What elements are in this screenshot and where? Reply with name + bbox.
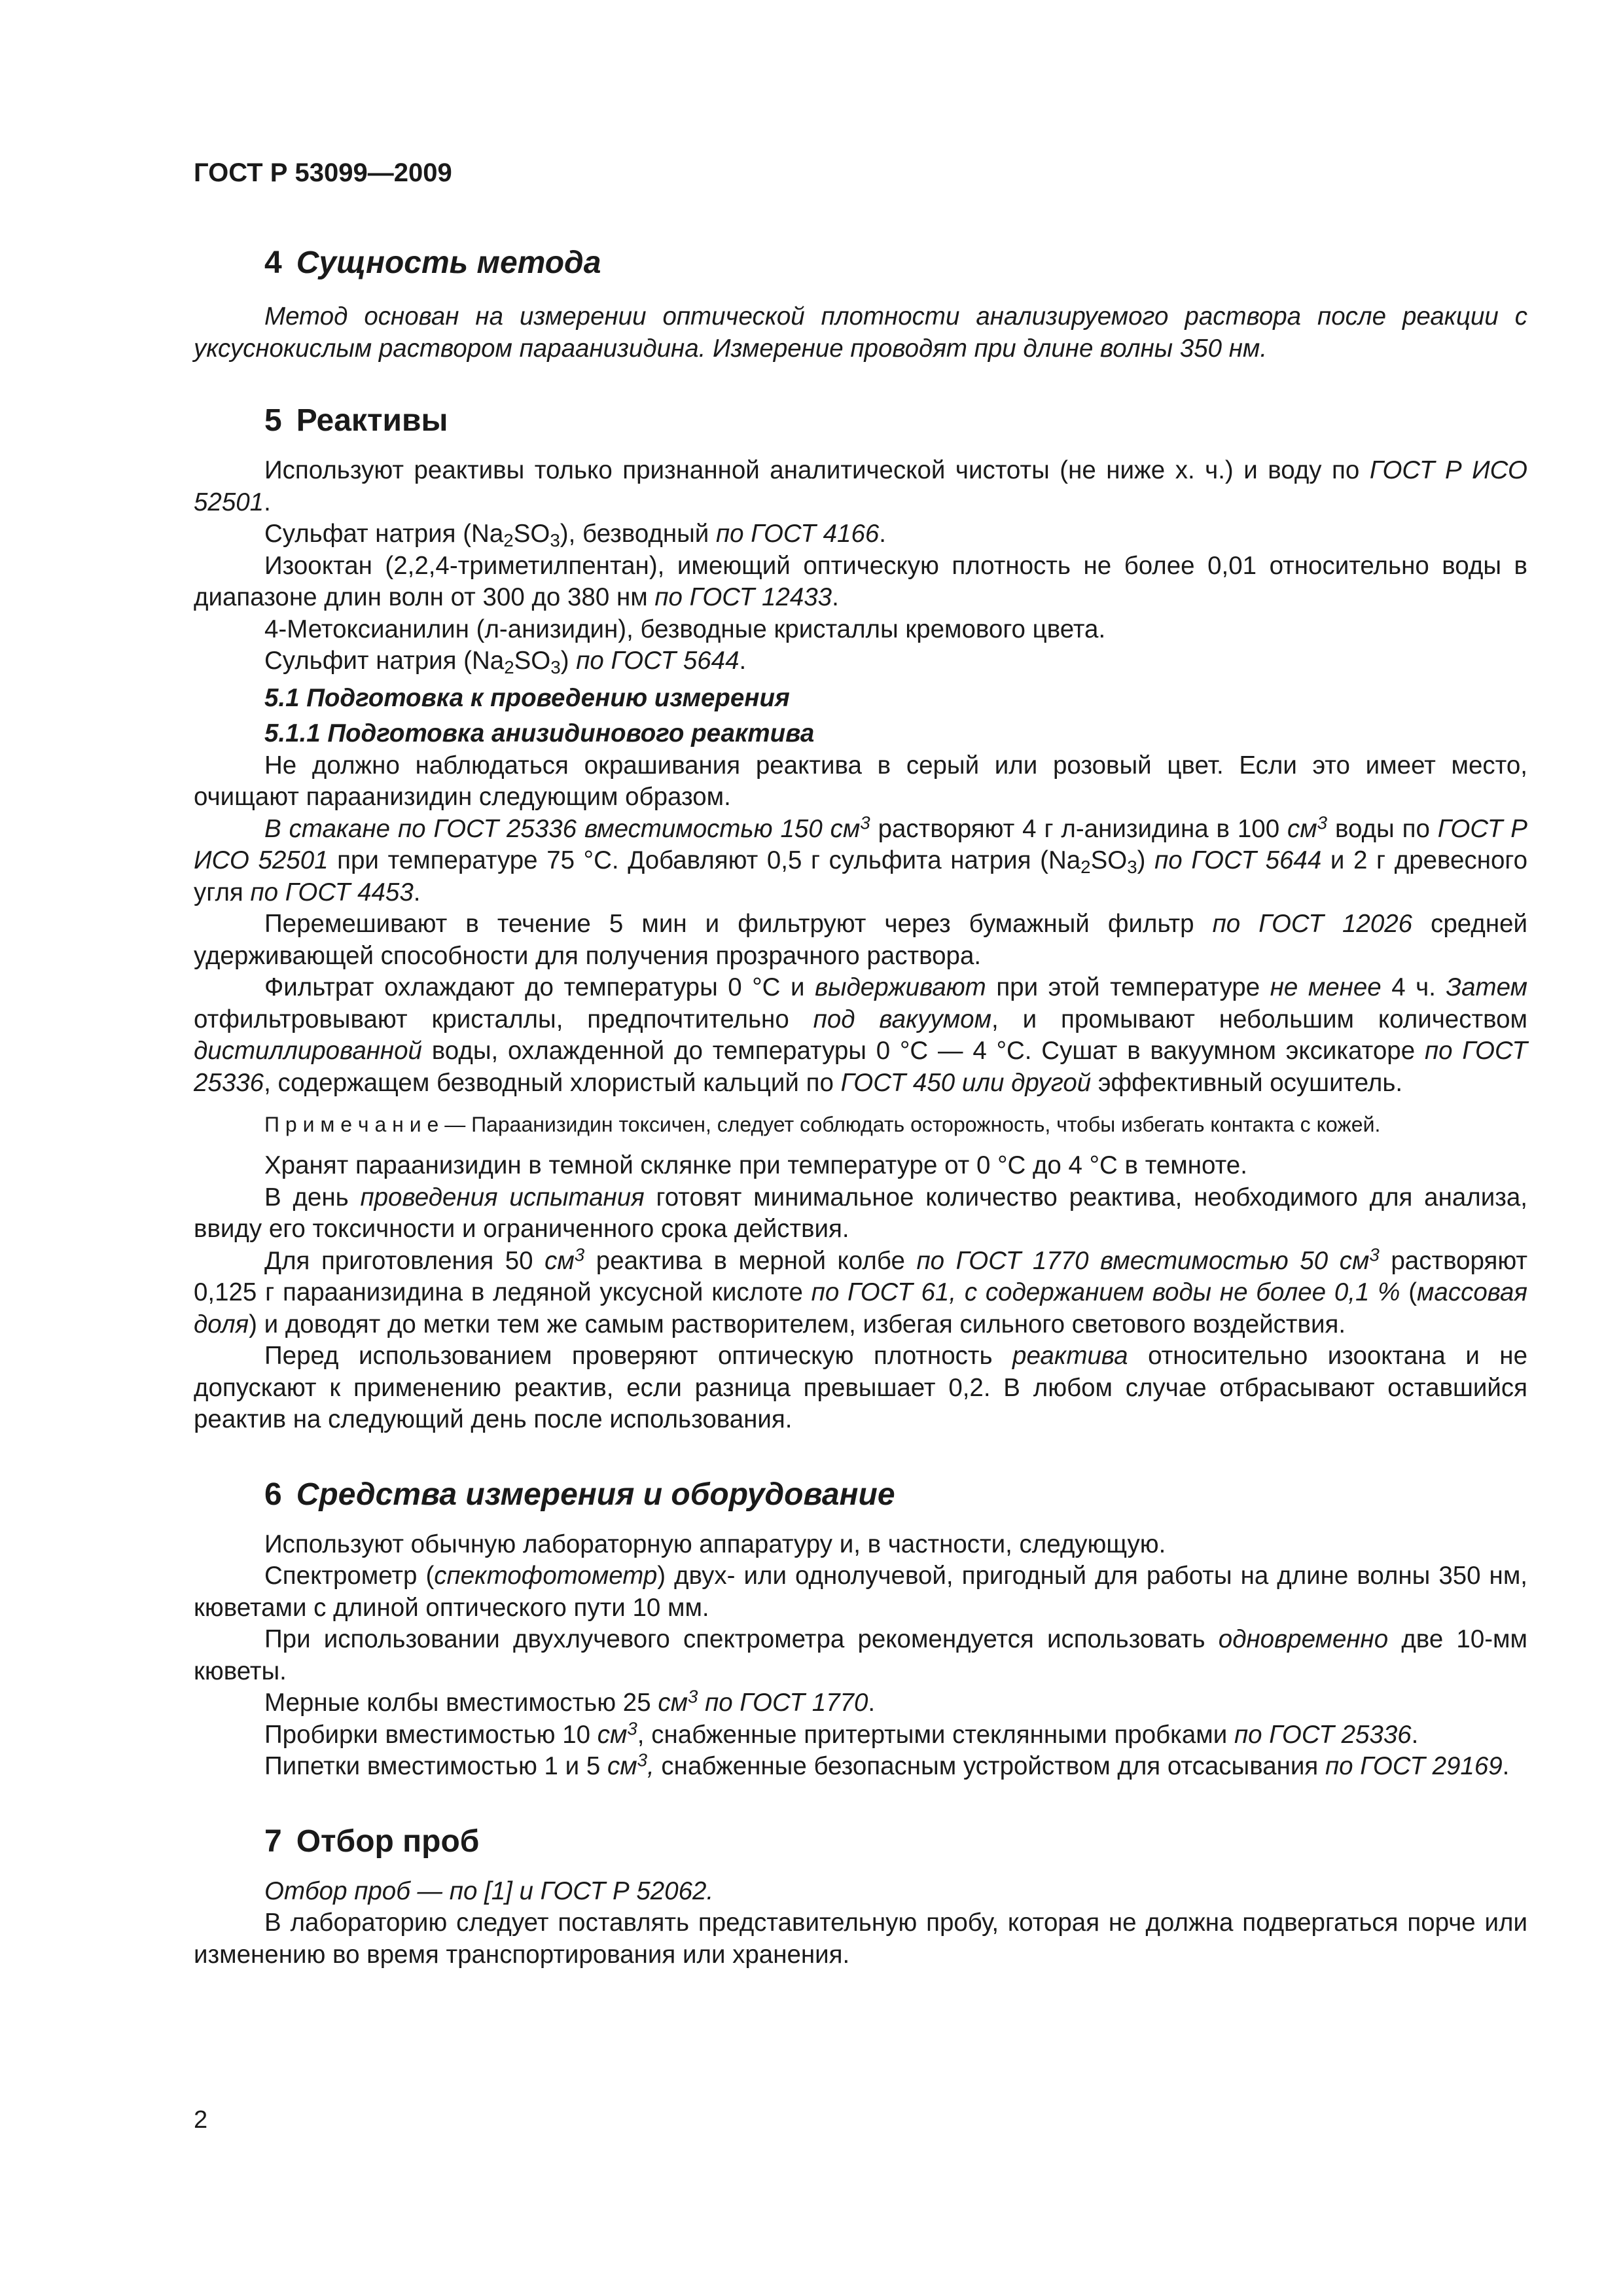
- paragraph: В стакане по ГОСТ 25336 вместимостью 150 $см^3$ растворяют 4 г л-анизидина в 100 $см^3$ воды по ГОСТ Р ИСО 52501 при температуре 75 °С. Добавляют 0,5 г сульфита натрия $(Na_2SO_3)$ по ГОСТ 5644 и 2 г древесного угля по ГОСТ 4453.: [194, 812, 1527, 906]
- section-5-heading: [194, 401, 1527, 440]
- paragraph: Сульфит натрия $(Na_2SO_3)$ по ГОСТ 5644.: [264, 647, 747, 677]
- section-number: 4: [264, 245, 282, 280]
- paragraph: Используют реактивы только признанной аналитической чистоты (не ниже х. ч.) и воду по ГОСТ Р ИСО 52501.: [194, 456, 1528, 516]
- section-title: Сущность метода: [296, 245, 601, 280]
- subsection-5-1-1-heading: 5.1.1 Подготовка анизидинового реактива: [264, 719, 815, 747]
- paragraph: Пробирки вместимостью 10 $см^3$, снабженные притертыми стеклянными пробками по ГОСТ 25336.: [264, 1718, 1419, 1749]
- section-number: 5: [264, 403, 282, 438]
- note: [194, 1109, 1527, 1139]
- document-body: [194, 243, 1527, 1971]
- section-number: 7: [264, 1823, 282, 1859]
- paragraph: В день проведения испытания готовят минимальное количество реактива, необходимого для анализа, ввиду его токсичности и ограниченного срока действия.: [194, 1183, 1527, 1243]
- section-7-heading: [194, 1822, 1527, 1861]
- paragraph: Используют обычную лабораторную аппаратуру и, в частности, следующую.: [264, 1530, 1166, 1558]
- paragraph: Не должно наблюдаться окрашивания реактива в серый или розовый цвет. Если это имеет место, очищают параанизидин следующим образом.: [194, 751, 1527, 811]
- paragraph: При использовании двухлучевого спектрометра рекомендуется использовать одновременно две 10-мм кюветы.: [194, 1625, 1527, 1685]
- paragraph: Перед использованием проверяют оптическую плотность реактива относительно изооктана и не допускают к применению реактив, если разница превышает 0,2. В любом случае отбрасывают оставшийся реактив на следующий день после использования.: [194, 1342, 1527, 1433]
- note-text: — Параанизидин токсичен, следует соблюдать осторожность, чтобы избегать контакта с кожей.: [438, 1113, 1381, 1136]
- paragraph: Отбор проб — по [1] и ГОСТ Р 52062.: [264, 1876, 714, 1905]
- paragraph: Для приготовления 50 $см^3$ реактива в мерной колбе по ГОСТ 1770 вместимостью 50 $см^3$ растворяют 0,125 г параанизидина в ледяной уксусной кислоте по ГОСТ 61, с содержанием воды не более 0,1 % (массовая доля) и доводят до метки тем же самым растворителем, избегая сильного светового воздействия.: [194, 1244, 1528, 1338]
- paragraph: Изооктан (2,2,4-триметилпентан), имеющий оптическую плотность не более 0,01 относительно воды в диапазоне длин волн от 300 до 380 нм по ГОСТ 12433.: [194, 551, 1527, 611]
- section-4-heading: [194, 243, 1527, 283]
- section-title: Реактивы: [296, 403, 448, 438]
- paragraph: Спектрометр (спектофотометр) двух- или однолучевой, пригодный для работы на длине волны 350 нм, кюветами с длиной оптического пути 10 мм.: [194, 1562, 1527, 1622]
- paragraph: В лабораторию следует поставлять представительную пробу, которая не должна подвергаться порче или изменению во время транспортирования или хранения.: [194, 1909, 1527, 1969]
- paragraph: Фильтрат охлаждают до температуры 0 °С и выдерживают при этой температуре не менее 4 ч. Затем отфильтровывают кристаллы, предпочтительно под вакуумом, и промывают небольшим количеством дистиллированной воды, охлажденной до температуры 0 °С — 4 °С. Сушат в вакуумном эксикаторе по ГОСТ 25336, содержащем безводный хлористый кальций по ГОСТ 450 или другой эффективный осушитель.: [194, 973, 1528, 1097]
- paragraph: 4-Метоксианилин (л-анизидин), безводные кристаллы кремового цвета.: [264, 615, 1106, 643]
- paragraph: Хранят параанизидин в темной склянке при температуре от 0 °С до 4 °С в темноте.: [264, 1151, 1247, 1179]
- section-6-heading: [194, 1475, 1527, 1515]
- section-4-paragraph: Метод основан на измерении оптической плотности анализируемого раствора после реакции с уксуснокислым раствором параанизидина. Измерение проводят при длине волны 350 нм.: [194, 302, 1527, 363]
- section-title: Отбор проб: [296, 1823, 480, 1859]
- section-title: Средства измерения и оборудование: [296, 1477, 895, 1512]
- paragraph: Сульфат натрия $(Na_2SO_3)$, безводный по ГОСТ 4166.: [264, 520, 886, 550]
- note-label: П р и м е ч а н и е: [264, 1113, 439, 1136]
- subsection-5-1-heading: 5.1 Подготовка к проведению измерения: [264, 683, 790, 712]
- paragraph: Мерные колбы вместимостью 25 $см^3$ по ГОСТ 1770.: [264, 1686, 876, 1717]
- paragraph: Пипетки вместимостью 1 и 5 $см^3$, снабженные безопасным устройством для отсасывания по ГОСТ 29169.: [264, 1749, 1510, 1780]
- page-number: 2: [194, 2106, 208, 2134]
- document-header: ГОСТ Р 53099—2009: [194, 158, 452, 187]
- section-number: 6: [264, 1477, 282, 1512]
- paragraph: Перемешивают в течение 5 мин и фильтруют через бумажный фильтр по ГОСТ 12026 средней удерживающей способности для получения прозрачного раствора.: [194, 910, 1527, 970]
